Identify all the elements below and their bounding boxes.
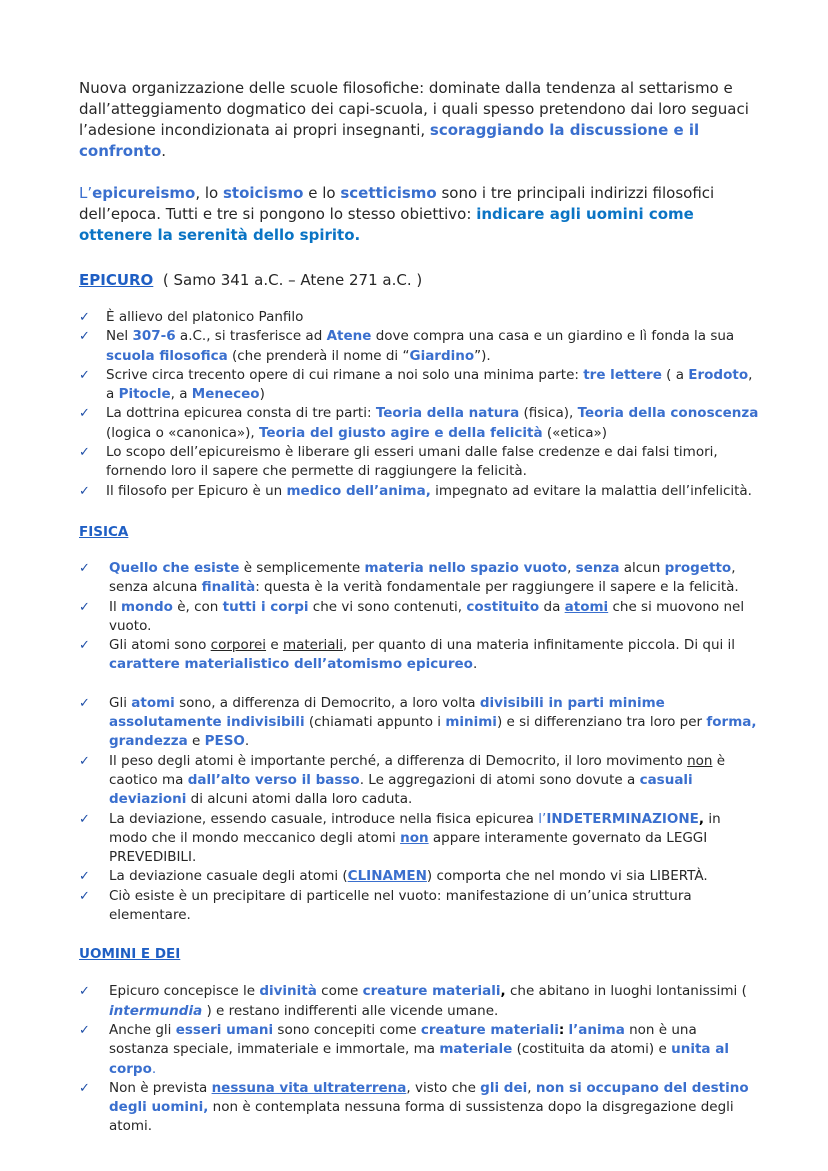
list-item: ✓ Epicuro concepisce le divinità come creature materiali, che abitano in luoghi lontanissimi ( intermundia ) e restano indifferenti alle vicende umane.: [79, 983, 747, 1019]
check-icon: ✓: [79, 406, 90, 422]
check-icon: ✓: [79, 869, 90, 885]
list-item: ✓ È allievo del platonico Panfilo: [79, 308, 759, 327]
check-icon: ✓: [79, 310, 90, 325]
check-icon: ✓: [79, 367, 90, 383]
list-item: ✓ La deviazione casuale degli atomi (CLINAMEN) comporta che nel mondo vi sia LIBERTÀ.: [79, 867, 759, 886]
list-item: ✓ Gli atomi sono, a differenza di Democrito, a loro volta divisibili in parti minime assolutamente indivisibili (chiamati appunto i minimi) e si differenziano tra loro per forma, grandezza e PESO.: [79, 694, 757, 750]
check-icon: ✓: [79, 753, 90, 769]
check-icon: ✓: [79, 560, 90, 576]
check-icon: ✓: [79, 599, 90, 615]
list-item: ✓ Il mondo è, con tutti i corpi che vi sono contenuti, costituito da atomi che si muovono nel vuoto.: [79, 598, 745, 634]
check-icon: ✓: [79, 1080, 90, 1096]
list-item: ✓ Anche gli esseri umani sono concepiti come creature materiali: l’anima non è una sostanza speciale, immateriale e immortale, ma materiale (costituita da atomi) e unita al corpo.: [79, 1021, 729, 1077]
epicuro-list: [79, 308, 759, 501]
uomini-dei-title: UOMINI E DEI: [79, 946, 181, 963]
fisica-title: FISICA: [79, 523, 129, 540]
check-icon: ✓: [79, 638, 90, 654]
list-item: ✓ La dottrina epicurea consta di tre parti: Teoria della natura (fisica), Teoria della conoscenza (logica o «canonica»), Teoria del giusto agire e della felicità («etica»): [79, 405, 759, 441]
check-icon: ✓: [79, 984, 90, 1000]
uomini-dei-list: [79, 982, 759, 1136]
check-icon: ✓: [79, 695, 90, 711]
check-icon: ✓: [79, 811, 90, 827]
check-icon: ✓: [79, 888, 90, 904]
list-item: ✓ Non è prevista nessuna vita ultraterrena, visto che gli dei, non si occupano del destino degli uomini, non è contemplata nessuna forma di sussistenza dopo la disgregazione degli atomi.: [79, 1079, 749, 1135]
list-item: ✓ Quello che esiste è semplicemente materia nello spazio vuoto, senza alcun progetto, senza alcuna finalità: questa è la verità fondamentale per raggiungere il sapere e la felicità.: [79, 559, 739, 596]
fisica-list: [79, 559, 759, 925]
document-page: [79, 78, 759, 1137]
check-icon: ✓: [79, 329, 90, 345]
list-item: ✓ Il peso degli atomi è importante perché, a differenza di Democrito, il loro movimento non è caotico ma dall’alto verso il basso. Le aggregazioni di atomi sono dovute a casuali deviazioni di alcuni atomi dalla loro caduta.: [79, 752, 726, 808]
check-icon: ✓: [79, 445, 90, 461]
list-item: ✓ Il filosofo per Epicuro è un medico dell’anima, impegnato ad evitare la malattia dell’infelicità.: [79, 482, 759, 501]
epicuro-dates: ( Samo 341 a.C. – Atene 271 a.C. ): [162, 271, 423, 289]
list-item: ✓ La deviazione, essendo casuale, introduce nella fisica epicurea l’INDETERMINAZIONE, in modo che il mondo meccanico degli atomi non appare interamente governato da LEGGI PREVEDIBILI.: [79, 810, 721, 866]
schools-paragraph: L’epicureismo, lo stoicismo e lo scetticismo sono i tre principali indirizzi filosofici dell’epoca. Tutti e tre si pongono lo stesso obiettivo: indicare agli uomini come ottenere la serenità dello spirito.: [79, 184, 715, 244]
list-item: ✓ Ciò esiste è un precipitare di particelle nel vuoto: manifestazione di un’unica struttura elementare.: [79, 887, 692, 924]
list-item: ✓ Nel 307-6 a.C., si trasferisce ad Atene dove compra una casa e un giardino e lì fonda la sua scuola filosofica (che prenderà il nome di “Giardino”).: [79, 328, 735, 364]
list-item: ✓ Scrive circa trecento opere di cui rimane a noi solo una minima parte: tre lettere ( a Erodoto, a Pitocle, a Meneceo): [79, 366, 753, 403]
epicuro-heading: [79, 270, 759, 290]
epicuro-title: EPICURO: [79, 271, 154, 289]
check-icon: ✓: [79, 1022, 90, 1038]
list-item: ✓ Gli atomi sono corporei e materiali, per quanto di una materia infinitamente piccola. Di qui il carattere materialistico dell’atomismo epicureo.: [79, 637, 736, 673]
intro-paragraph: Nuova organizzazione delle scuole filosofiche: dominate dalla tendenza al settarismo e dall’atteggiamento dogmatico dei capi-scuola, i quali spesso pretendono dai loro seguaci l’adesione incondizionata ai propri insegnanti, scoraggiando la discussione e il confronto.: [79, 79, 749, 160]
list-item: ✓ Lo scopo dell’epicureismo è liberare gli esseri umani dalle false credenze e dai falsi timori, fornendo loro il sapere che permette di raggiungere la felicità.: [79, 444, 718, 480]
check-icon: ✓: [79, 483, 90, 499]
